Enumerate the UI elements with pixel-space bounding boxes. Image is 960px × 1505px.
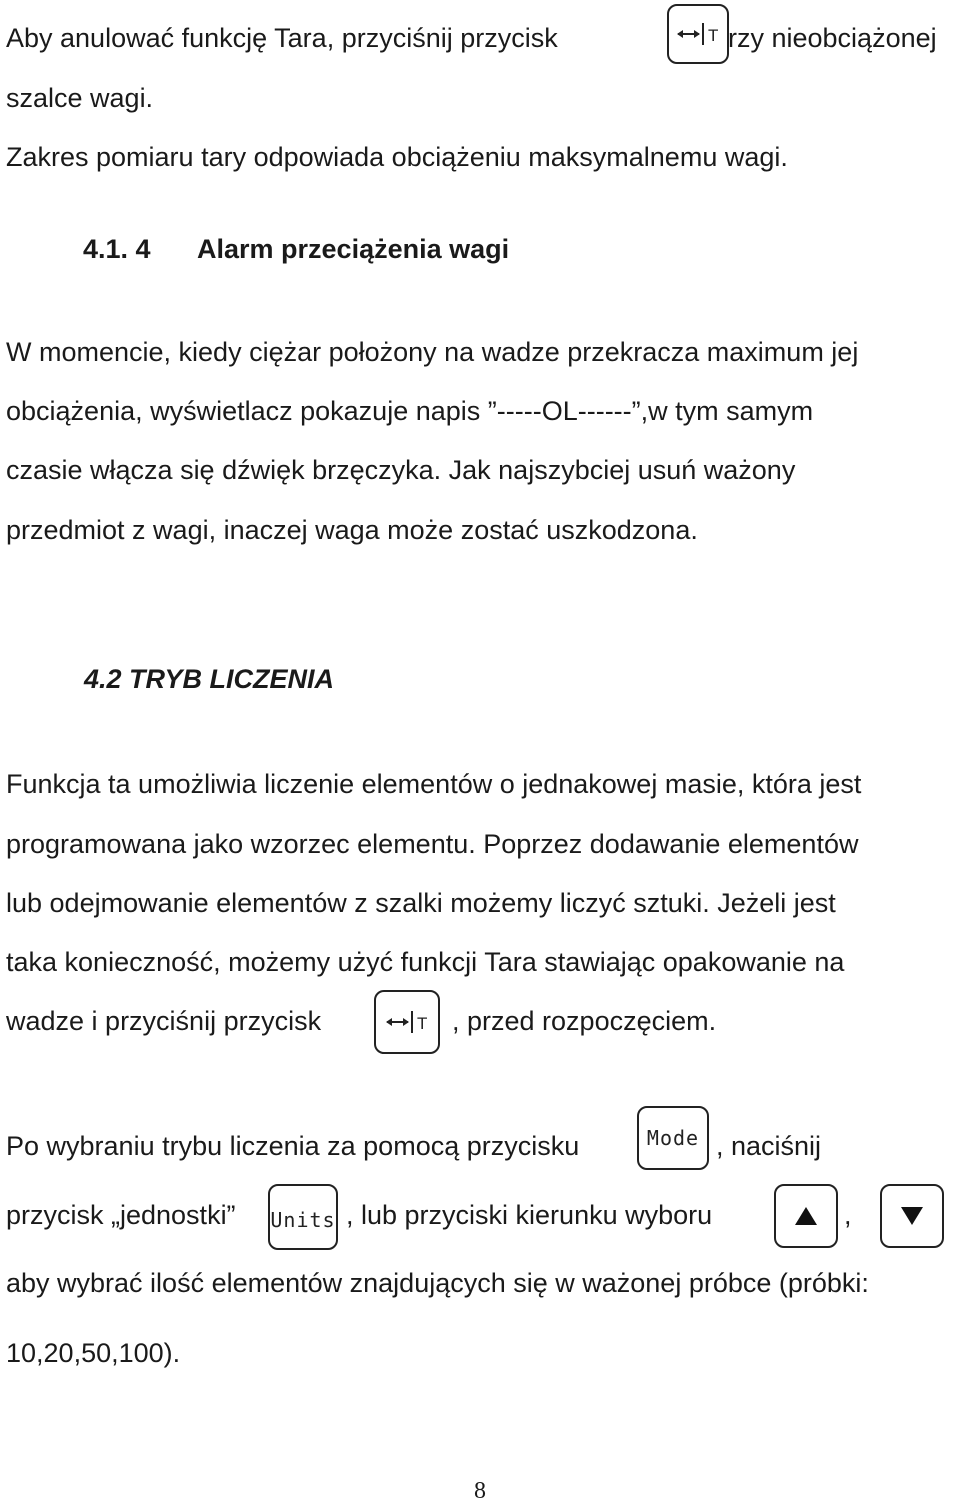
mode-key-button[interactable] [637, 1106, 709, 1170]
text-line: szalce wagi. [6, 83, 154, 113]
text-line: Po wybraniu trybu liczenia za pomocą przycisku [6, 1131, 580, 1161]
text-line: rzy nieobciążonej [728, 23, 937, 53]
text-line: czasie włącza się dźwięk brzęczyka. Jak najszybciej usuń ważony [6, 455, 796, 485]
units-key-button[interactable] [268, 1184, 338, 1250]
units-key-label: Units [270, 1208, 336, 1232]
text-line: przedmiot z wagi, inaczej waga może zostać uszkodzona. [6, 515, 698, 545]
tare-key-label: T [708, 26, 719, 45]
page-number: 8 [474, 1478, 486, 1504]
text-line: Zakres pomiaru tary odpowiada obciążeniu maksymalnemu wagi. [6, 142, 788, 172]
up-arrow-button[interactable] [774, 1184, 838, 1248]
text-line: obciążenia, wyświetlacz pokazuje napis ”-----OL------”,w tym samym [6, 396, 814, 426]
text-line: W momencie, kiedy ciężar położony na wadze przekracza maximum jej [6, 337, 859, 367]
text-line: Aby anulować funkcję Tara, przyciśnij przycisk [6, 23, 558, 53]
text-line: , przed rozpoczęciem. [452, 1006, 717, 1036]
text-line: aby wybrać ilość elementów znajdujących się w ważonej próbce (próbki: [6, 1268, 869, 1298]
tare-icon [384, 1007, 430, 1037]
tare-icon [675, 19, 721, 49]
text-line: lub odejmowanie elementów z szalki możemy liczyć sztuki. Jeżeli jest [6, 888, 836, 918]
text-line: 10,20,50,100). [6, 1338, 181, 1368]
text-line: programowana jako wzorzec elementu. Poprzez dodawanie elementów [6, 829, 859, 859]
text-line: wadze i przyciśnij przycisk [6, 1006, 322, 1036]
section-heading: 4.2 TRYB LICZENIA [84, 664, 335, 694]
text-line: Funkcja ta umożliwia liczenie elementów o jednakowej masie, która jest [6, 769, 862, 799]
text-line: przycisk „jednostki” [6, 1200, 236, 1230]
down-arrow-button[interactable] [880, 1184, 944, 1248]
triangle-up-icon [793, 1205, 819, 1227]
tare-key-button[interactable] [667, 4, 729, 64]
tare-key-button[interactable] [374, 990, 440, 1054]
text-line: , naciśnij [716, 1131, 822, 1161]
mode-key-label: Mode [646, 1126, 700, 1150]
text-line: , [844, 1200, 852, 1230]
text-line: taka konieczność, możemy użyć funkcji Tara stawiając opakowanie na [6, 947, 845, 977]
triangle-down-icon [899, 1205, 925, 1227]
tare-key-label: T [417, 1014, 428, 1033]
text-line: , lub przyciski kierunku wyboru [346, 1200, 713, 1230]
section-title: Alarm przeciążenia wagi [197, 234, 510, 264]
section-number: 4.1. 4 [83, 234, 151, 264]
